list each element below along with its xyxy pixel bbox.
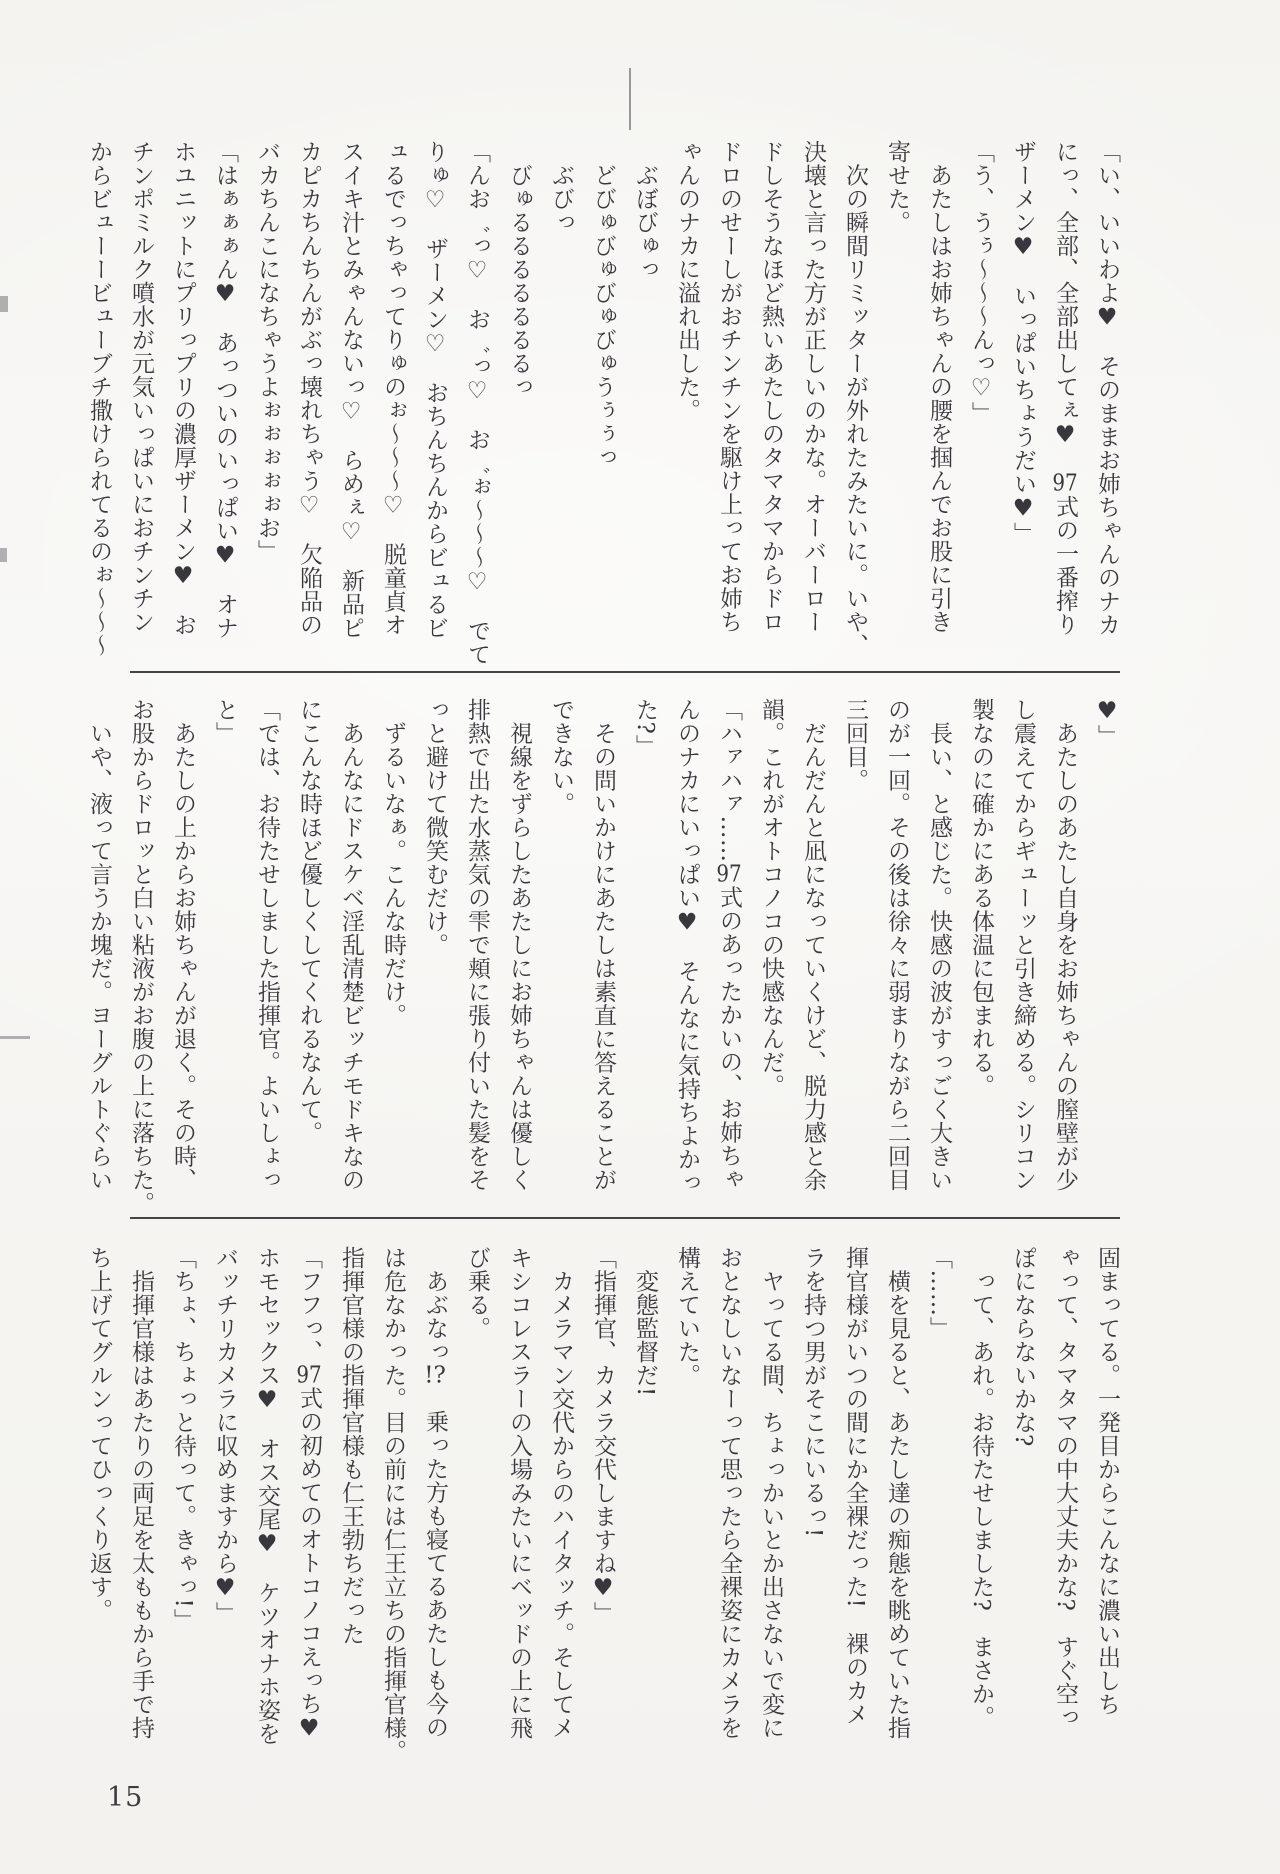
- text-column: 変態監督だ!: [632, 1246, 658, 1397]
- text-column: 三回目。: [842, 698, 868, 792]
- section-divider: [130, 1217, 1120, 1219]
- fold-mark: [629, 68, 631, 130]
- text-column: にこんな時ほど優しくしてくれるなんて。: [296, 698, 322, 1145]
- text-column: ずるいなぁ。こんな時だけ。: [380, 698, 406, 1027]
- text-column: 韻。これがオトコノコの快感なんだ。: [758, 698, 784, 1098]
- text-column: し震えてからギューッと引き締める。シリコン: [1010, 698, 1036, 1192]
- text-column: 「はぁぁぁん♥ あっついのいっぱい♥ オナ: [212, 140, 238, 640]
- text-band-bottom: [78, 1246, 1128, 1766]
- scan-artifact: [0, 1036, 30, 1039]
- text-band-middle: [78, 698, 1128, 1218]
- text-column: 揮官様がいつの間にか全裸だった! 裸のカメ: [842, 1246, 868, 1726]
- text-column: び乗る。: [464, 1246, 490, 1340]
- text-column: あんなにドスケベ淫乱清楚ビッチモドキなの: [338, 698, 364, 1192]
- text-column: その問いかけにあたしは素直に答えることが: [590, 698, 616, 1192]
- text-column: いや、液って言うか塊だ。ヨーグルトぐらい: [86, 698, 112, 1192]
- text-column: だんだんと凪になっていくけど、脱力感と余: [800, 698, 826, 1192]
- text-column: おとなしいなーって思ったら全裸姿にカメラを: [716, 1246, 742, 1740]
- page-number: 15: [107, 1782, 144, 1813]
- text-column: ドロのせーしがおチンチンを駆け上ってお姉ち: [716, 140, 742, 634]
- text-column: 固まってる。一発目からこんなに濃い出しち: [1094, 1246, 1120, 1716]
- text-column: ゃんのナカに溢れ出した。: [674, 140, 700, 422]
- text-column: た?」: [632, 698, 658, 758]
- text-column: 「指揮官、カメラ交代しますね♥」: [590, 1246, 616, 1625]
- text-column: と」: [212, 698, 238, 745]
- text-column: あぶなっ!? 乗った方も寝てるあたしも今の: [422, 1246, 448, 1739]
- text-column: ホモセックス♥ オス交尾♥ ケツオナホ姿を: [254, 1246, 280, 1746]
- text-column: あたしのあたし自身をお姉ちゃんの膣壁が少: [1052, 698, 1078, 1192]
- text-column: 「う、うぅ〜〜〜んっ♡」: [968, 140, 994, 425]
- text-column: は危なかった。目の前には仁王立ちの指揮官様。: [380, 1246, 406, 1763]
- text-column: ぶびっ: [548, 140, 574, 234]
- text-column: カピカちんちんがぶっ壊れちゃう♡ 欠陥品の: [296, 140, 322, 637]
- text-column: びゅるるるるるるるっ: [506, 140, 532, 399]
- text-column: ぶぼびゅっ: [632, 140, 658, 281]
- text-column: 指揮官様の指揮官様も仁王勃ちだった: [338, 1246, 364, 1646]
- text-column: ヤってる間、ちょっかいとか出さないで変に: [758, 1246, 784, 1740]
- text-column: お股からドロッと白い粘液がお腹の上に落ちた。: [128, 698, 154, 1215]
- text-column: キシコレスラーの入場みたいにベッドの上に飛: [506, 1246, 532, 1740]
- horizontal-in-vertical-text: 97: [296, 1363, 322, 1387]
- text-column: 「い、いいわよ♥ そのままお姉ちゃんのナカ: [1094, 140, 1120, 637]
- text-column: バッチリカメラに収めますから♥」: [212, 1246, 238, 1625]
- text-column: カメラマン交代からのハイタッチ。そしてメ: [548, 1246, 574, 1740]
- text-column: 「ハァハァ……97式のあったかいの、お姉ちゃ: [716, 698, 742, 1191]
- text-column: 構えていた。: [674, 1246, 700, 1387]
- text-column: ♥」: [1094, 698, 1120, 748]
- scan-artifact: [0, 548, 7, 562]
- text-column: あたしはお姉ちゃんの腰を掴んでお股に引き: [926, 140, 952, 634]
- scan-artifact: [0, 296, 8, 312]
- text-column: ラを持つ男がそこにいるっ!: [800, 1246, 826, 1538]
- text-column: ザーメン♥ いっぱいちょうだい♥」: [1010, 140, 1036, 546]
- text-column: 製なのに確かにある体温に包まれる。: [968, 698, 994, 1098]
- text-column: からビューービューブチ撒けられてるのぉ〜〜〜: [86, 140, 112, 657]
- text-column: 長い、と感じた。快感の波がすっごく大きい: [926, 698, 952, 1192]
- text-column: のが一回。その後は徐々に弱まりながら二回目: [884, 698, 910, 1192]
- text-column: りゅ♡ ザーメン♡ おちんちんからビュるビ: [422, 140, 448, 640]
- text-column: あたしの上からお姉ちゃんが退く。その時、: [170, 698, 196, 1192]
- text-column: っと避けて微笑むだけ。: [422, 698, 448, 957]
- horizontal-in-vertical-text: !?: [424, 1363, 446, 1387]
- text-column: 横を見ると、あたし達の痴態を眺めていた指: [884, 1246, 910, 1740]
- text-column: どびゅびゅびゅびゅうぅぅっ: [590, 140, 616, 469]
- text-column: チンポミルク噴水が元気いっぱいにおチンチン: [128, 140, 154, 634]
- horizontal-in-vertical-text: 97: [1052, 472, 1078, 495]
- text-column: 指揮官様はあたりの両足を太ももから手で持: [128, 1246, 154, 1740]
- text-column: って、あれ。お待たせしました? まさか。: [968, 1246, 994, 1729]
- text-column: 寄せた。: [884, 140, 910, 234]
- text-column: スイキ汁とみゃんないっ♡ らめぇ♡ 新品ピ: [338, 140, 364, 640]
- text-column: 次の瞬間リミッターが外れたみたいに。いや、: [842, 140, 868, 657]
- text-column: 「では、お待たせしました指揮官。よいしょっ: [254, 698, 280, 1192]
- text-column: ゃって、タマタマの中大丈夫かな? すぐ空っ: [1052, 1246, 1078, 1729]
- text-column: 決壊と言った方が正しいのかな。オーバーロー: [800, 140, 826, 634]
- text-column: 「ちょ、ちょっと待って。きゃっ!」: [170, 1246, 196, 1632]
- text-column: 「フフっ、97式の初めてのオトコノコえっち♥: [296, 1246, 322, 1742]
- text-column: ち上げてグルンってひっくり返す。: [86, 1246, 112, 1622]
- text-column: ュるでっちゃってりゅのぉ〜〜〜♡ 脱童貞オ: [380, 140, 406, 637]
- horizontal-in-vertical-text: 97: [716, 862, 742, 886]
- text-band-top: [78, 140, 1128, 664]
- text-column: 視線をずらしたあたしにお姉ちゃんは優しく: [506, 698, 532, 1192]
- text-column: 「……」: [926, 1246, 952, 1340]
- text-column: にっ、全部、全部出してぇ♥ 97式の一番搾り: [1052, 140, 1078, 636]
- section-divider: [130, 671, 1120, 673]
- text-column: バカちんこになちゃうよぉぉぉぉぉお」: [254, 140, 280, 563]
- text-column: ホユニットにプリっプリの濃厚ザーメン♥ お: [170, 140, 196, 637]
- text-column: ドしそうなほど熱いあたしのタマタマからドロ: [758, 140, 784, 634]
- text-column: 排熱で出た水蒸気の雫で頬に張り付いた髪をそ: [464, 698, 490, 1192]
- text-column: 「んお゛っ♡ お゛っ♡ お゛ぉ〜〜〜♡ でて: [464, 140, 490, 666]
- text-column: できない。: [548, 698, 574, 816]
- text-column: ぽにならないかな?: [1010, 1246, 1036, 1447]
- text-column: んのナカにいっぱい♥ そんなに気持ちよかっ: [674, 698, 700, 1195]
